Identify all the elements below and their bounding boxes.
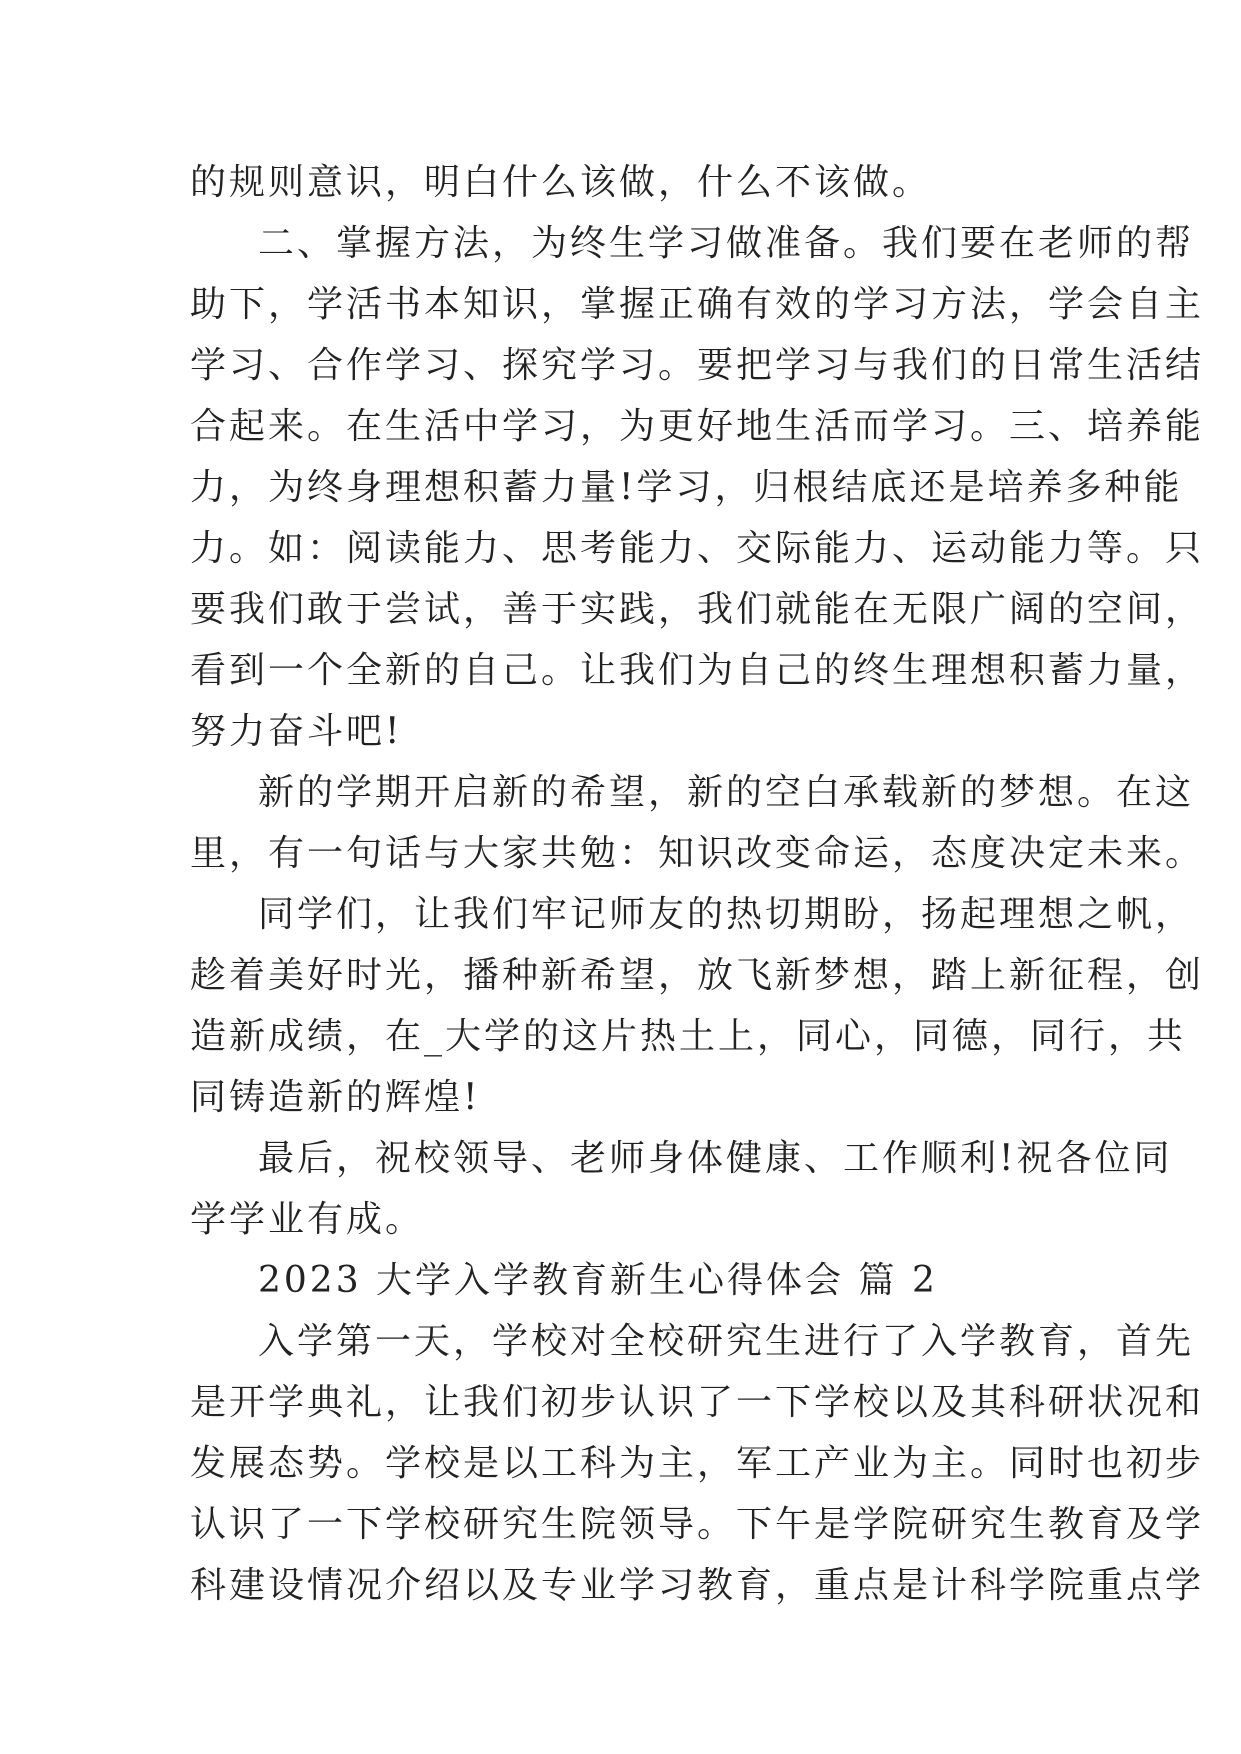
paragraph-first-line: 同学们，让我们牢记师友的热切期盼，扬起理想之帆， xyxy=(258,894,1195,935)
text-line: 造新成绩，在_大学的这片热土上，同心，同德，同行，共 xyxy=(190,1016,1187,1057)
text-line: 趁着美好时光，播种新希望，放飞新梦想，踏上新征程，创 xyxy=(190,955,1205,996)
text-line: 科建设情况介绍以及专业学习教育，重点是计科学院重点学 xyxy=(190,1565,1205,1606)
section-heading: 2023 大学入学教育新生心得体会 篇 2 xyxy=(258,1260,938,1301)
text-line: 要我们敢于尝试，善于实践，我们就能在无限广阔的空间， xyxy=(190,589,1205,630)
document-body xyxy=(190,152,1205,1616)
text-line: 力，为终身理想积蓄力量!学习，归根结底还是培养多种能 xyxy=(190,467,1183,508)
text-line: 努力奋斗吧! xyxy=(190,711,403,752)
text-line: 学习、合作学习、探究学习。要把学习与我们的日常生活结 xyxy=(190,345,1205,386)
text-line: 合起来。在生活中学习，为更好地生活而学习。三、培养能 xyxy=(190,406,1205,447)
paragraph-first-line: 二、掌握方法，为终生学习做准备。我们要在老师的帮 xyxy=(258,223,1195,264)
paragraph-first-line: 新的学期开启新的希望，新的空白承载新的梦想。在这 xyxy=(258,772,1195,813)
text-line: 看到一个全新的自己。让我们为自己的终生理想积蓄力量， xyxy=(190,650,1205,691)
text-line: 认识了一下学校研究生院领导。下午是学院研究生教育及学 xyxy=(190,1504,1205,1545)
text-line: 发展态势。学校是以工科为主，军工产业为主。同时也初步 xyxy=(190,1443,1205,1484)
text-line: 里，有一句话与大家共勉：知识改变命运，态度决定未来。 xyxy=(190,833,1205,874)
paragraph-first-line: 入学第一天，学校对全校研究生进行了入学教育，首先 xyxy=(258,1321,1195,1362)
text-line: 力。如：阅读能力、思考能力、交际能力、运动能力等。只 xyxy=(190,528,1205,569)
text-line: 助下，学活书本知识，掌握正确有效的学习方法，学会自主 xyxy=(190,284,1205,325)
text-line: 是开学典礼，让我们初步认识了一下学校以及其科研状况和 xyxy=(190,1382,1205,1423)
text-line: 同铸造新的辉煌! xyxy=(190,1077,481,1118)
text-line: 的规则意识，明白什么该做，什么不该做。 xyxy=(190,162,932,203)
paragraph-first-line: 最后，祝校领导、老师身体健康、工作顺利!祝各位同 xyxy=(258,1138,1173,1179)
text-line: 学学业有成。 xyxy=(190,1199,425,1240)
